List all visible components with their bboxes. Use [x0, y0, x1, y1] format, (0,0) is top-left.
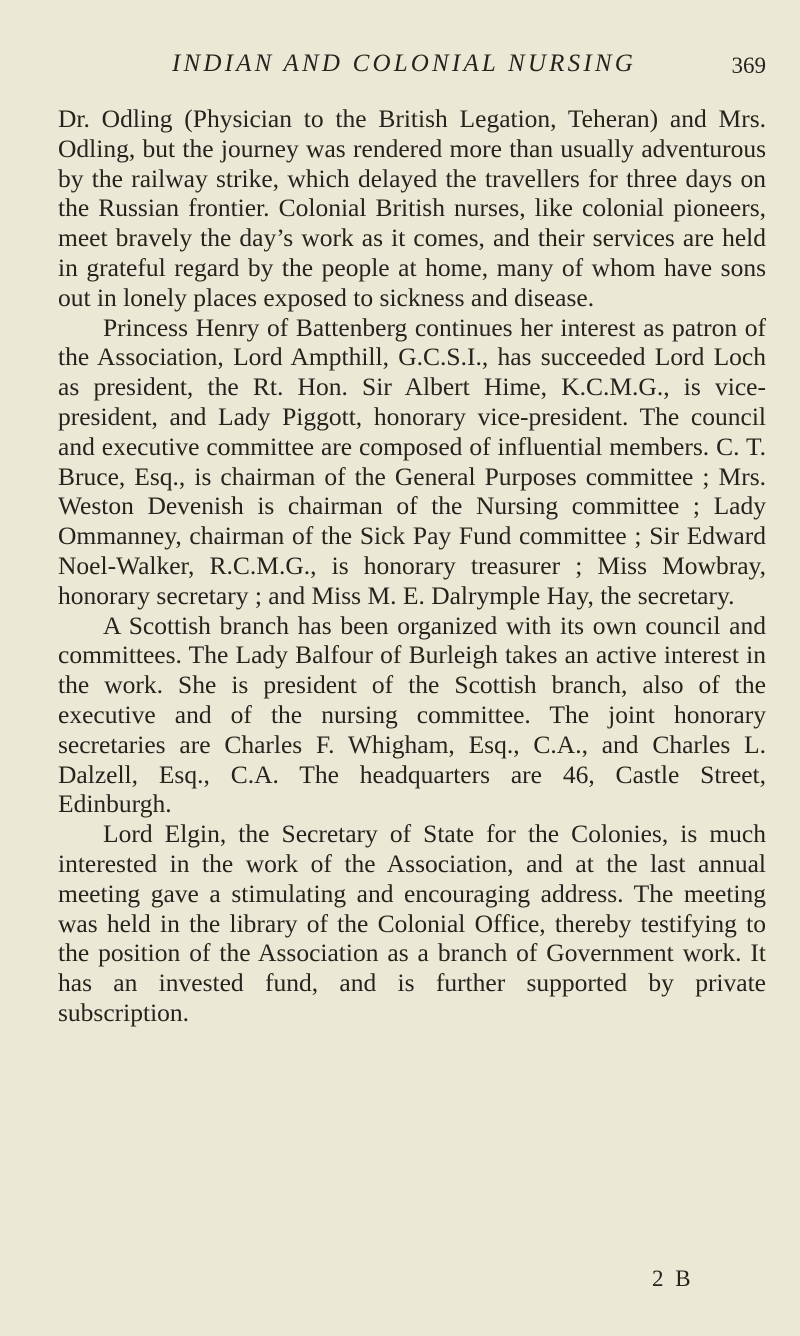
- paragraph: Lord Elgin, the Secretary of State for the Colonies, is much interested in the work of the Association, and at the last annual meeting gave a stimulating and encouraging address. The meeting was held in the library of the Colonial Office, thereby testifying to the position of the Association as a branch of Government work. It has an invested fund, and is further supported by private subscription.: [58, 819, 766, 1027]
- paragraph: Princess Henry of Battenberg continues her interest as patron of the Association, Lord Ampthill, G.C.S.I., has succeeded Lord Loch as president, the Rt. Hon. Sir Albert Hime, K.C.M.G., is vice-president, and Lady Piggott, honorary vice-president. The council and executive committee are composed of influential members. C. T. Bruce, Esq., is chairman of the General Purposes committee ; Mrs. Weston Devenish is chairman of the Nursing committee ; Lady Ommanney, chairman of the Sick Pay Fund committee ; Sir Edward Noel-Walker, R.C.M.G., is honorary treasurer ; Miss Mowbray, honorary secretary ; and Miss M. E. Dalrymple Hay, the secretary.: [58, 312, 766, 610]
- signature-mark: 2 B: [652, 1266, 694, 1291]
- paragraph: A Scottish branch has been organized with its own council and committees. The Lady Balfour of Burleigh takes an active interest in the work. She is president of the Scottish branch, also of the executive and of the nursing committee. The joint honorary secretaries are Charles F. Whigham, Esq., C.A., and Charles L. Dalzell, Esq., C.A. The headquarters are 46, Castle Street, Edinburgh.: [58, 610, 766, 819]
- body-text: [58, 104, 766, 1028]
- paragraph: Dr. Odling (Physician to the British Legation, Teheran) and Mrs. Odling, but the journey was rendered more than usually adventurous by the railway strike, which delayed the travellers for three days on the Russian frontier. Colonial British nurses, like colonial pioneers, meet bravely the day’s work as it comes, and their services are held in grateful regard by the people at home, many of whom have sons out in lonely places exposed to sickness and disease.: [58, 104, 766, 312]
- page-number: 369: [731, 53, 766, 78]
- running-title: INDIAN AND COLONIAL NURSING: [172, 50, 636, 77]
- running-head: [58, 50, 766, 90]
